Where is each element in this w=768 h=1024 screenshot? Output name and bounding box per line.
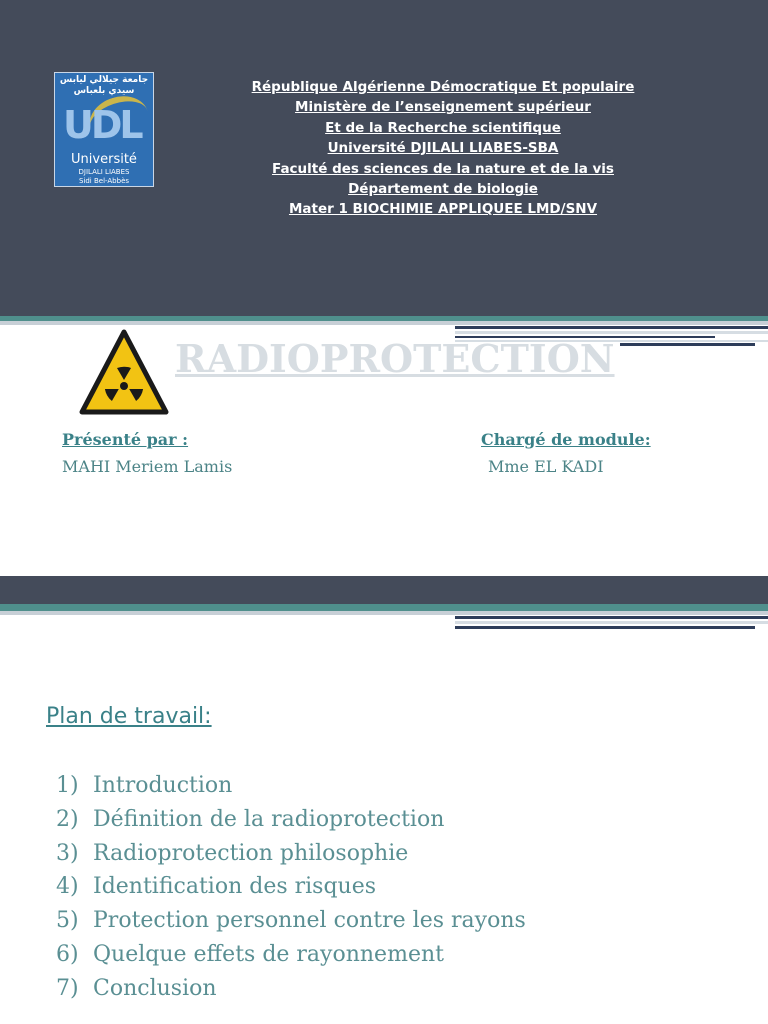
list-item: [56, 769, 526, 803]
logo-city: Sidi Bel-Abbès: [78, 177, 130, 185]
divider-band: [455, 326, 768, 329]
institution-line: République Algérienne Démocratique Et populaire: [251, 79, 635, 95]
list-item: [56, 803, 526, 837]
logo-subtitle: DJILALI LIABES: [78, 168, 130, 176]
item-number: 4): [56, 874, 79, 900]
logo-university: Université: [71, 152, 137, 167]
item-text: Protection personnel contre les rayons: [93, 908, 526, 934]
slide-header: [0, 0, 768, 316]
divider-band: [0, 611, 768, 615]
item-text: Introduction: [93, 773, 233, 798]
logo-mark: UDL: [63, 103, 141, 147]
institution-line: Faculté des sciences de la nature et de la vis: [272, 160, 614, 177]
list-item: [56, 972, 526, 1006]
item-number: 6): [56, 941, 79, 967]
institution-line: Mater 1 BIOCHIMIE APPLIQUEE LMD/SNV: [288, 201, 598, 218]
institution-block: [200, 77, 686, 220]
logo-arabic-line: جامعة جيلالي ليابس: [59, 75, 149, 85]
item-number: 2): [56, 806, 79, 832]
divider-band: [620, 343, 755, 346]
list-item: [56, 870, 526, 904]
divider-band: [0, 321, 768, 325]
slide-title: RADIOPROTECTION: [175, 336, 615, 381]
institution-line: Ministère de l’enseignement supérieur: [295, 99, 591, 116]
slide-top-bar: [0, 576, 768, 604]
presenter-name: MAHI Meriem Lamis: [62, 457, 233, 476]
institution-line: Université DJILALI LIABES-SBA: [327, 140, 559, 157]
module-teacher: Mme EL KADI: [488, 457, 604, 476]
plan-slide: [0, 576, 768, 1024]
item-text: Conclusion: [93, 975, 217, 1001]
divider-band: [455, 621, 768, 624]
institution-line: Et de la Recherche scientifique: [325, 119, 561, 136]
plan-title: Plan de travail:: [46, 704, 212, 729]
list-item: [56, 938, 526, 972]
institution-line: Département de biologie: [348, 181, 538, 198]
item-text: Radioprotection philosophie: [93, 840, 409, 866]
item-number: 7): [56, 975, 79, 1001]
divider-band: [455, 616, 768, 619]
radiation-hazard-icon: [78, 328, 170, 416]
list-item: [56, 837, 526, 871]
item-number: 3): [56, 840, 79, 866]
divider-band: [455, 626, 755, 629]
plan-list: [56, 769, 526, 1006]
item-text: Identification des risques: [93, 874, 377, 900]
item-number: 1): [56, 773, 79, 798]
item-number: 5): [56, 908, 79, 934]
divider-band: [455, 331, 768, 334]
logo-arabic-line: سيدي بلعباس: [73, 86, 135, 96]
university-logo: [54, 72, 154, 187]
item-text: Définition de la radioprotection: [93, 806, 445, 832]
module-label: Chargé de module:: [481, 430, 651, 449]
divider-band: [0, 604, 768, 611]
list-item: [56, 904, 526, 938]
presented-by-label: Présenté par :: [62, 430, 189, 449]
logo-arabic-text: [55, 75, 153, 97]
item-text: Quelque effets de rayonnement: [93, 941, 444, 967]
